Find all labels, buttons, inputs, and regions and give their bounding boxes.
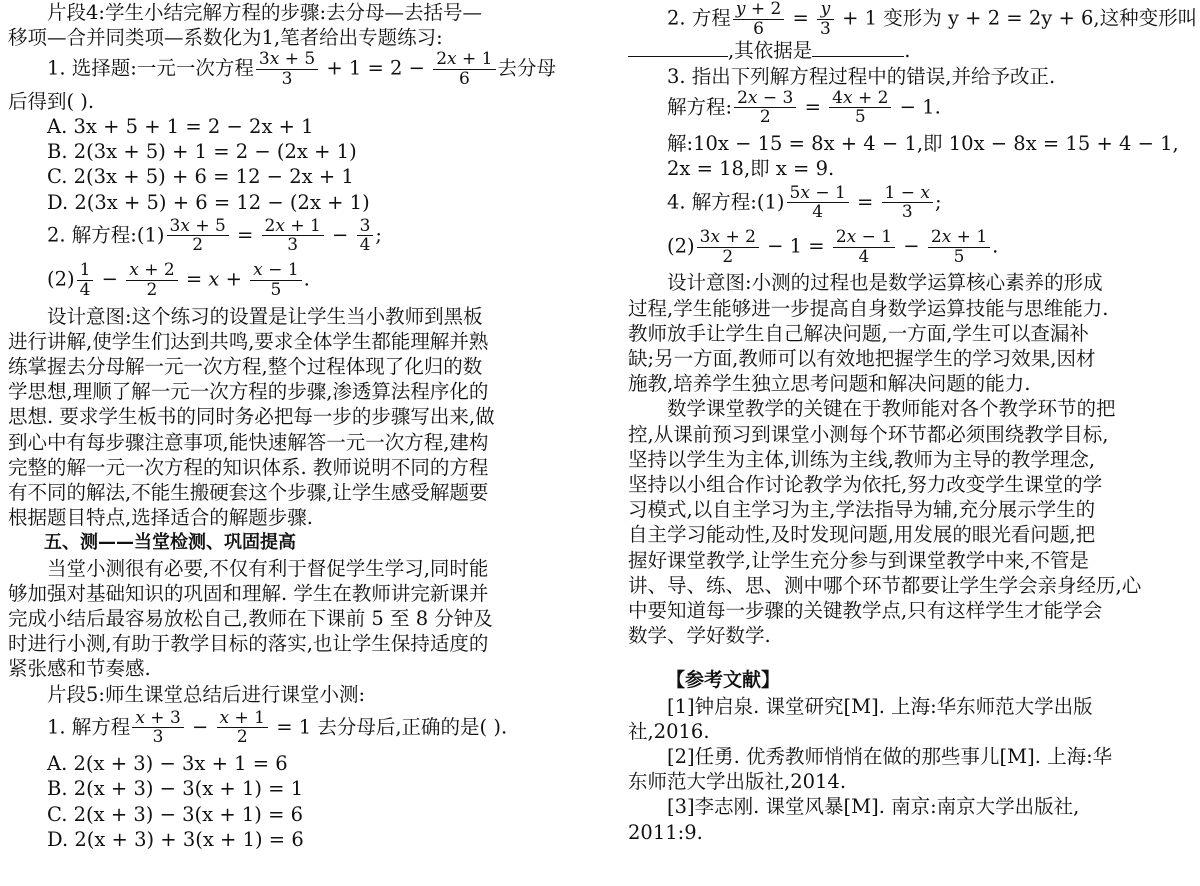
r-q4-line1: 4. 解方程:(1) $\frac{5x - 1}{4}$ = $\frac{1 - x}{3}$ ; — [667, 182, 942, 223]
r-q2-line2: ,其依据是 . — [628, 38, 1192, 63]
q1-mid: + 1 = 2 − — [326, 57, 425, 81]
s5q1-option-d: D. 2(x + 3) + 3(x + 1) = 6 — [47, 827, 304, 851]
reference-1: [1]钟启泉. 课堂研究[M]. 上海:华东师范大学出版 — [667, 694, 1093, 718]
right-column — [628, 0, 1198, 886]
r-q3-sol2: 2x = 18,即 x = 9. — [667, 157, 835, 181]
q1-option-c: C. 2(3x + 5) + 6 = 12 − 2x + 1 — [47, 165, 354, 189]
seg5-title: 片段5:师生课堂总结后进行课堂小测: — [47, 682, 366, 706]
design-intent-2: 设计意图:小测的过程也是数学运算核心素养的形成 过程,学生能够进一步提高自身数学运算技能与思维能力. 教师放手让学生自己解决问题,一方面,学生可以查漏补 缺;另一方面,教师可以有效地把握学生的学习效果,因材 施教,培养学生独立思考问题和解决问题的能力. — [628, 271, 1109, 396]
left-column — [8, 0, 590, 886]
q2-line1: 2. 解方程:(1) $\frac{3x + 5}{2}$ = $\frac{2x + 1}{3}$ − $\frac{3}{4}$ ; — [47, 215, 382, 256]
seg4-line2: 移项—合并同类项—系数化为1,笔者给出专题练习: — [8, 26, 443, 50]
q1-option-a: A. 3x + 5 + 1 = 2 − 2x + 1 — [47, 114, 314, 138]
conclusion: 数学课堂教学的关键在于教师能对各个教学环节的把 控,从课前预习到课堂小测每个环节都必须围绕教学目标, 坚持以学生为主体,训练为主线,教师为主导的教学理念, 坚持以小组合作讨论教学为依托,努力改变学生课堂的学 习模式,以自主学习为主,学法指导为辅,充分展示学生的 自主学习能动性,及时发现问题,用发展的眼光看问题,把 握好课堂教学,让学生充分参与到课堂教学中来,不管是 讲、导、练、思、测中哪个环节都要让学生学会亲身经历,心 中要知道每一步骤的关键教学点,只有这样学生才能学会 数学、学好数学. — [628, 397, 1142, 648]
q2-sub2: (2) — [47, 267, 75, 291]
references-heading: 【参考文献】 — [666, 669, 781, 692]
q2-prefix: 2. 解方程:(1) — [47, 223, 165, 247]
references-list: [1]钟启泉. 课堂研究[M]. 上海:华东师范大学出版 社,2016. [2]任勇. 优秀教师悄悄在做的那些事儿[M]. 上海:华 东师范大学出版社,2014. [3]李志刚. 课堂风暴[M]. 南京:南京大学出版社, 2011:9. — [628, 694, 1192, 845]
r-q3-equation: 解方程: $\frac{2x - 3}{2}$ = $\frac{4x + 2}{5}$ − 1. — [667, 87, 941, 128]
q1-frac-a: $\frac{3x + 5}{3}$ — [256, 50, 318, 88]
r-q2-line1: 2. 方程 $\frac{y + 2}{6}$ = $\frac{y}{3}$ + 1 变形为 y + 2 = 2y + 6,这种变形叫 — [667, 0, 1198, 39]
reference-2: [2]任勇. 优秀教师悄悄在做的那些事儿[M]. 上海:华 — [667, 744, 1113, 768]
q1-suffix: 去分母 — [497, 57, 557, 81]
s5q1-option-b: B. 2(x + 3) − 3(x + 1) = 1 — [47, 777, 304, 801]
s5q1-line: 1. 解方程 $\frac{x + 3}{3}$ − $\frac{x + 1}{2}$ = 1 去分母后,正确的是( ). — [47, 707, 508, 748]
q2-line2: (2) $\frac{1}{4}$ − $\frac{x + 2}{2}$ = x + $\frac{x - 1}{5}$ . — [47, 260, 310, 300]
q1-frac-b: $\frac{2x + 1}{6}$ — [433, 50, 495, 88]
reference-3: [3]李志刚. 课堂风暴[M]. 南京:南京大学出版社, — [667, 795, 1080, 819]
r-q3-sol1: 解:10x − 15 = 8x + 4 − 1,即 10x − 8x = 15 + 4 − 1, — [667, 132, 1179, 156]
q1-option-b: B. 2(3x + 5) + 1 = 2 − (2x + 1) — [47, 140, 357, 164]
q1-line2: 后得到( ). — [8, 89, 95, 113]
q1-prefix: 1. 选择题:一元一次方程 — [47, 57, 254, 81]
blank-2[interactable] — [812, 38, 904, 57]
s5q1-option-c: C. 2(x + 3) − 3(x + 1) = 6 — [47, 802, 304, 826]
q1-option-d: D. 2(3x + 5) + 6 = 12 − (2x + 1) — [47, 190, 370, 214]
q1-line — [8, 50, 590, 88]
s5q1-option-a: A. 2(x + 3) − 3x + 1 = 6 — [47, 752, 288, 776]
seg4-line1: 片段4:学生小结完解方程的步骤:去分母—去括号— — [47, 1, 483, 24]
r-q4-line2: (2) $\frac{3x + 2}{2}$ − 1 = $\frac{2x - 1}{4}$ − $\frac{2x + 1}{5}$ . — [667, 226, 999, 267]
design-intent-1: 设计意图:这个练习的设置是让学生当小教师到黑板 进行讲解,使学生们达到共鸣,要求全体学生都能理解并熟 练掌握去分母解一元一次方程,整个过程体现了化归的数 学思想,理顺了解一元一次方程的步骤,渗透算法程序化的 思想. 要求学生板书的同时务必把每一步的步骤写出来,做 到心中有每步骤注意事项,能快速解答一元一次方程,建构 完整的解一元一次方程的知识体系. 教师说明不同的方程 有不同的解法,不能生搬硬套这个步骤,让学生感受解题要 根据题目特点,选择适合的解题步骤. — [8, 304, 495, 530]
r-q3-text: 3. 指出下列解方程过程中的错误,并给予改正. — [667, 64, 1056, 88]
section5-heading: 五、测——当堂检测、巩固提高 — [44, 532, 296, 554]
section5-body: 当堂小测很有必要,不仅有利于督促学生学习,同时能 够加强对基础知识的巩固和理解. 学生在教师讲完新课并 完成小结后最容易放松自己,教师在下课前 5 至 8 分钟及 时进行小测,有助于教学目标的落实,也让学生保持适度的 紧张感和节奏感. — [8, 556, 493, 681]
blank-1[interactable] — [628, 38, 728, 57]
